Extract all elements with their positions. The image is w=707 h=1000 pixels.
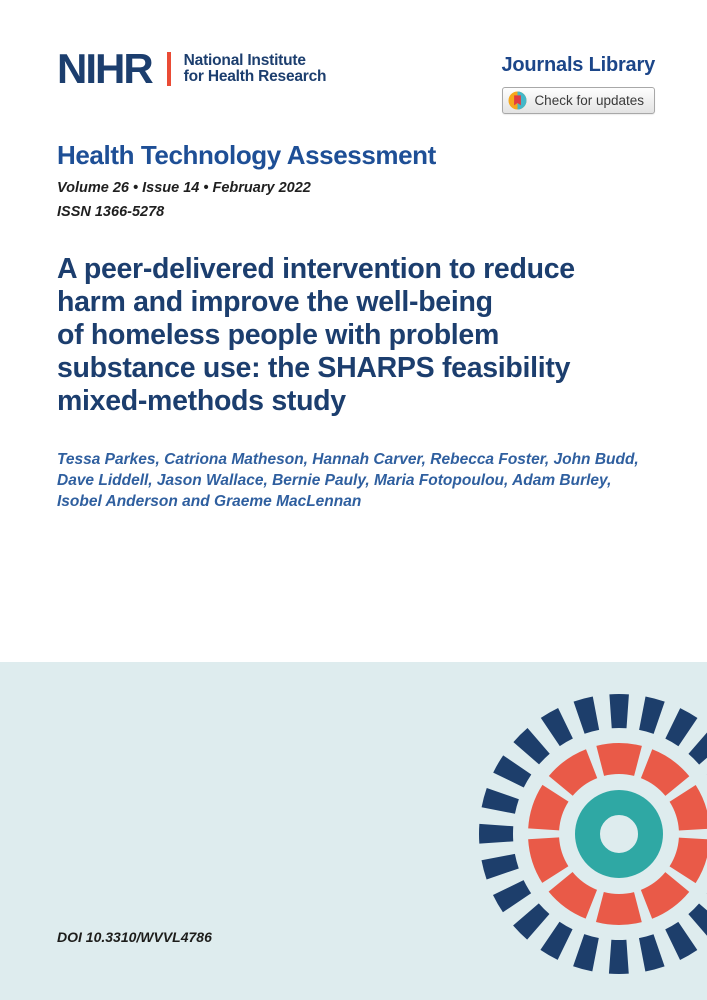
doi-text: DOI 10.3310/WVVL4786 xyxy=(57,929,212,945)
header-right xyxy=(501,54,655,114)
journals-library-wordmark: Journals Library xyxy=(501,54,655,76)
author-line: Dave Liddell, Jason Wallace, Bernie Pauly, Maria Fotopoulou, Adam Burley, xyxy=(57,472,612,489)
nihr-name-line1: National Institute xyxy=(183,51,306,69)
teal-donut xyxy=(588,803,651,866)
nihr-logo xyxy=(57,45,327,92)
title-line: substance use: the SHARPS feasibility xyxy=(57,352,571,384)
article-title xyxy=(57,253,575,418)
journal-name: Health Technology Assessment xyxy=(57,140,436,170)
author-line: Isobel Anderson and Graeme MacLennan xyxy=(57,493,362,510)
title-line: harm and improve the well-being xyxy=(57,286,493,318)
issn-line: ISSN 1366-5278 xyxy=(57,204,165,220)
decorative-rings-icon xyxy=(469,684,707,984)
author-line: Tessa Parkes, Catriona Matheson, Hannah Carver, Rebecca Foster, John Budd, xyxy=(57,451,639,468)
article-authors xyxy=(57,449,639,512)
coral-segment-ring xyxy=(544,759,695,910)
check-for-updates-button[interactable] xyxy=(502,87,655,114)
nihr-acronym: NIHR xyxy=(57,45,152,92)
title-line: mixed-methods study xyxy=(57,385,346,417)
title-line: of homeless people with problem xyxy=(57,319,500,351)
issue-line: Volume 26 • Issue 14 • February 2022 xyxy=(57,180,311,196)
nihr-logo-bar xyxy=(167,52,171,86)
title-line: A peer-delivered intervention to reduce xyxy=(57,253,575,285)
crossmark-icon xyxy=(508,91,527,110)
footer-band xyxy=(0,662,707,1000)
nihr-name-line2: for Health Research xyxy=(183,68,327,85)
nihr-full-name xyxy=(184,53,327,86)
check-for-updates-label: Check for updates xyxy=(534,93,644,108)
journal-heading-block xyxy=(57,140,436,220)
